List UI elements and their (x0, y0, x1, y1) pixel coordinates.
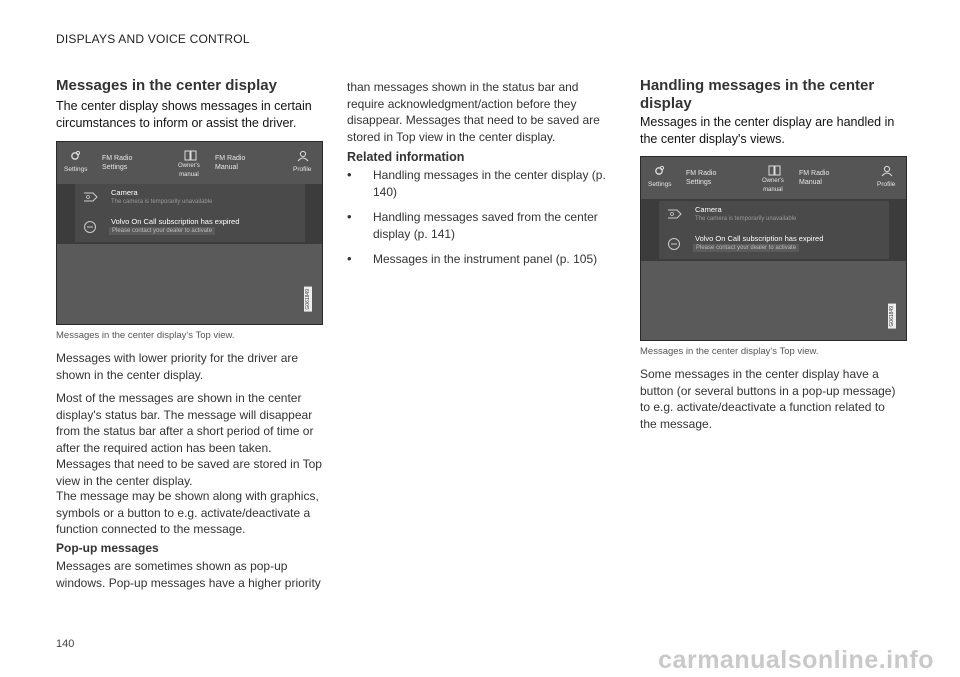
tb-fm-radio-settings: FM Radio Settings (686, 170, 717, 186)
message-panel (659, 201, 889, 259)
center-display-figure (56, 141, 323, 325)
voc-icon (667, 237, 681, 251)
message-row-camera[interactable] (75, 184, 305, 213)
page-number: 140 (56, 638, 75, 650)
popup-subheading: Pop-up messages (56, 541, 159, 555)
related-list (347, 167, 609, 277)
paragraph-2: Most of the messages are shown in the center display's status bar. The message will disappear from the status bar after a short period of time or after the required action has been taken. Messages that need to be saved are stored in Top view in the center display. (56, 391, 322, 488)
voc-message-title: Volvo On Call subscription has expired (695, 234, 824, 243)
message-panel (75, 184, 305, 242)
related-link-3[interactable]: • Messages in the instrument panel (p. 105) (347, 251, 609, 268)
camera-message-sub: The camera is temporarily unavailable (695, 216, 797, 222)
camera-message-title: Camera (111, 188, 138, 197)
camera-message-sub: The camera is temporarily unavailable (111, 199, 213, 205)
top-bar (57, 142, 322, 184)
figure-caption: Messages in the center display's Top view. (56, 330, 235, 341)
related-link-2[interactable]: • Handling messages saved from the center display (p. 141) (347, 209, 609, 242)
settings-icon (653, 165, 665, 177)
message-row-voc[interactable] (75, 213, 305, 242)
message-row-camera[interactable] (659, 201, 889, 230)
paragraph-continued: than messages shown in the status bar and require acknowledgment/action before they disappear. Messages that need to be saved are stored in Top view in the center display. (347, 80, 600, 144)
voc-message-title: Volvo On Call subscription has expired (111, 217, 240, 226)
paragraph-4: Messages are sometimes shown as pop-up windows. Pop-up messages have a higher priority (56, 559, 321, 590)
image-code: G061849 (889, 306, 895, 327)
lead-paragraph: The center display shows messages in certain circumstances to inform or assist the driver. (56, 99, 312, 130)
book-icon (184, 150, 197, 161)
voc-icon (83, 220, 97, 234)
profile-icon (881, 165, 893, 177)
related-link-1[interactable]: • Handling messages in the center display (p. 140) (347, 167, 609, 200)
book-icon (768, 165, 781, 176)
related-heading: Related information (347, 150, 465, 164)
top-bar (641, 157, 906, 199)
screen-bottom-area (57, 244, 322, 324)
tb-settings-label: Settings (64, 166, 88, 173)
camera-icon (83, 191, 99, 203)
section-header: DISPLAYS AND VOICE CONTROL (56, 32, 250, 46)
screen-bottom-area (641, 261, 906, 341)
tb-fm-radio-manual: FM Radio Manual (215, 155, 246, 171)
watermark: carmanualsonline.info (658, 646, 934, 674)
camera-icon (667, 208, 683, 220)
tb-profile-label: Profile (877, 181, 896, 188)
figure-caption-2: Messages in the center display's Top view. (640, 346, 819, 357)
voc-message-sub: Please contact your dealer to activate (109, 227, 215, 235)
paragraph-3: The message may be shown along with graphics, symbols or a button to e.g. activate/deactivate a function connected to the message. (56, 489, 319, 536)
tb-owners-manual: Owner's manual (762, 178, 784, 193)
lead-paragraph-handling: Messages in the center display are handled in the center display's views. (640, 115, 895, 146)
section-title-handling: Handling messages in the center display (640, 77, 875, 112)
profile-icon (297, 150, 309, 162)
paragraph-1: Messages with lower priority for the driver are shown in the center display. (56, 351, 299, 382)
voc-message-sub: Please contact your dealer to activate (693, 244, 799, 252)
tb-profile-label: Profile (293, 166, 312, 173)
tb-fm-radio-settings: FM Radio Settings (102, 155, 133, 171)
image-code: G061849 (305, 289, 311, 310)
section-title: Messages in the center display (56, 77, 277, 94)
tb-fm-radio-manual: FM Radio Manual (799, 170, 830, 186)
paragraph-handling-1: Some messages in the center display have a button (or several buttons in a pop-up message) to e.g. activate/deactivate a function related to the message. (640, 367, 896, 431)
center-display-figure-2 (640, 156, 907, 341)
camera-message-title: Camera (695, 205, 722, 214)
settings-icon (69, 150, 81, 162)
tb-settings-label: Settings (648, 181, 672, 188)
message-row-voc[interactable] (659, 230, 889, 259)
tb-owners-manual: Owner's manual (178, 163, 200, 178)
